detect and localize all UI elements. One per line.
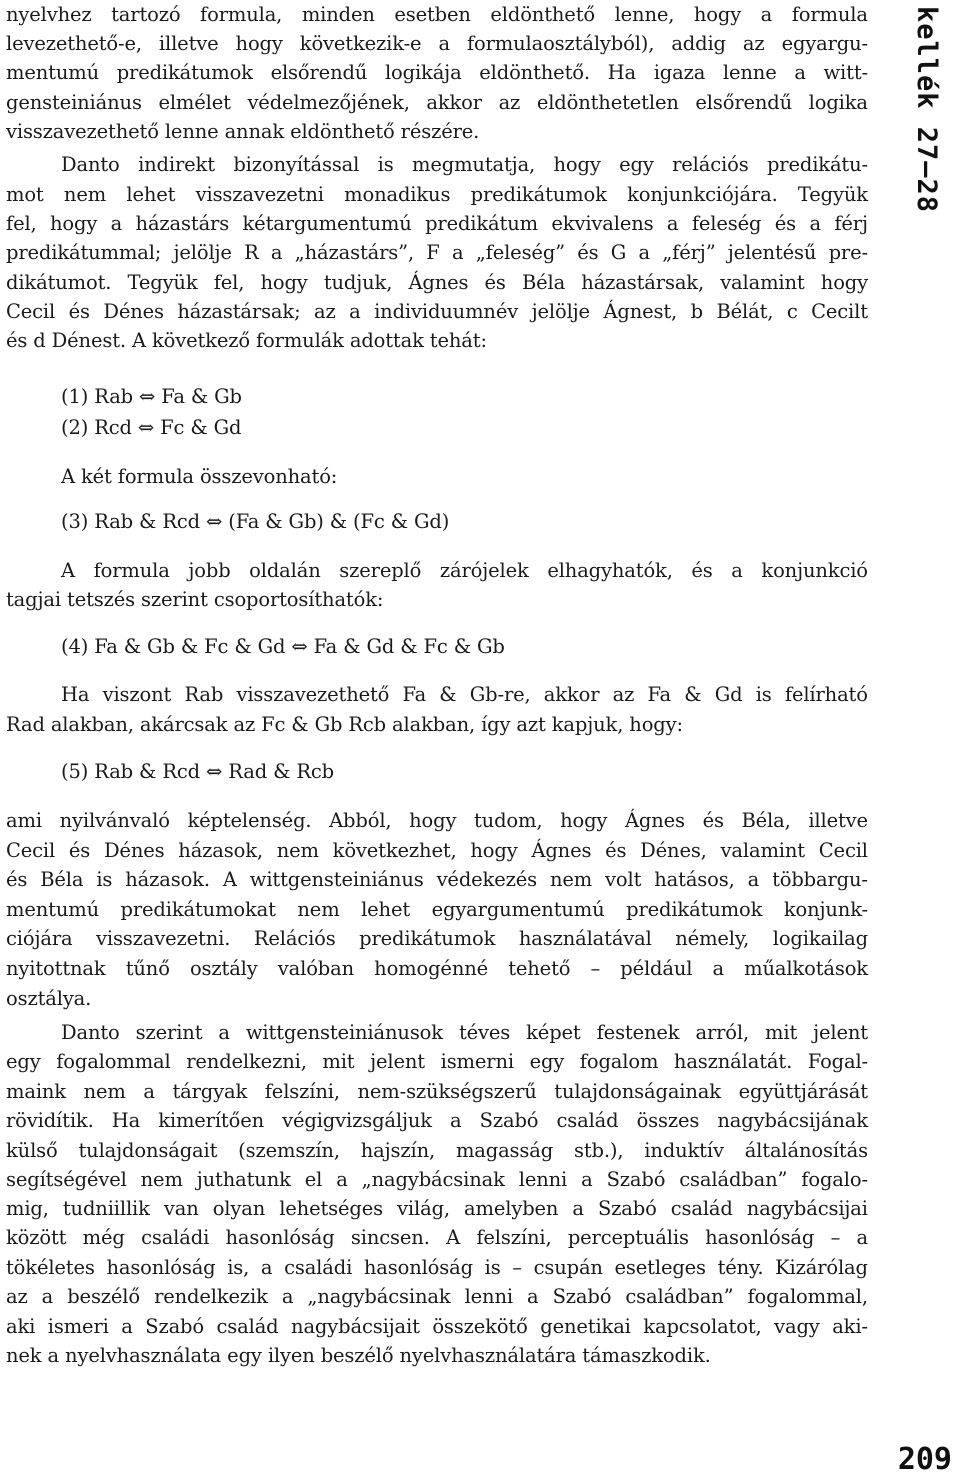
formula-4: (4) Fa & Gb & Fc & Gd ⇔ Fa & Gd & Fc & Gb <box>61 635 505 658</box>
text-line: egy fogalommal rendelkezni, mit jelent ismerni egy fogalom használatát. Fogal- <box>6 1050 868 1073</box>
text-line: és Béla is házasok. A wittgensteiniánus védekezés nem volt hatásos, a többargu- <box>6 868 868 891</box>
text-line: ami nyilvánvaló képtelenség. Abból, hogy tudom, hogy Ágnes és Béla, illetve <box>6 809 868 832</box>
page-number: 209 <box>897 1442 952 1477</box>
text-line: dikátumot. Tegyük fel, hogy tudjuk, Ágnes és Béla házastársak, valamint hogy <box>6 271 868 294</box>
text-line: rövidítik. Ha kimerítően végigvizsgáljuk a Szabó család összes nagybácsijának <box>6 1109 868 1132</box>
text-line: tagjai tetszés szerint csoportosíthatók: <box>6 588 384 611</box>
text-line: Cecil és Dénes házasok, nem következhet, hogy Ágnes és Dénes, valamint Cecil <box>6 839 868 862</box>
text-line: maink nem a tárgyak felszíni, nem-szükségszerű tulajdonságainak együttjárását <box>6 1080 868 1103</box>
text-line: segítségével nem juthatunk el a „nagybácsinak lenni a Szabó családban” fogalo- <box>6 1168 868 1191</box>
text-line: aki ismeri a Szabó család nagybácsijait összekötő genetikai kapcsolatot, vagy aki- <box>6 1315 868 1338</box>
text-line: visszavezethető lenne annak eldönthető részére. <box>6 120 480 143</box>
formula-2: (2) Rcd ⇔ Fc & Gd <box>61 416 242 439</box>
formula-5: (5) Rab & Rcd ⇔ Rad & Rcb <box>61 760 334 783</box>
text-line: osztálya. <box>6 987 92 1010</box>
text-line: levezethető-e, illetve hogy következik-e a formulaosztályból), addig az egyargu- <box>6 32 868 55</box>
text-line: Rad alakban, akárcsak az Fc & Gb Rcb alakban, így azt kapjuk, hogy: <box>6 713 683 736</box>
text-line: A két formula összevonható: <box>61 465 338 488</box>
journal-side-label: kellék 27–28 <box>911 6 942 214</box>
text-line: fel, hogy a házastárs kétargumentumú predikátum ekvivalens a feleség és a férj <box>6 212 868 235</box>
text-line: mig, tudniillik van olyan lehetséges világ, amelyben a Szabó család nagybácsijai <box>6 1197 868 1220</box>
text-line: nyelvhez tartozó formula, minden esetben eldönthető lenne, hogy a formula <box>6 3 868 26</box>
text-line: Ha viszont Rab visszavezethető Fa & Gb-re, akkor az Fa & Gd is felírható <box>61 683 868 706</box>
text-line: az a beszélő rendelkezik a „nagybácsinak lenni a Szabó családban” fogalommal, <box>6 1285 868 1308</box>
text-line: gensteiniánus elmélet védelmezőjének, akkor az eldönthetetlen elsőrendű logika <box>6 91 868 114</box>
text-line: külső tulajdonságait (szemszín, hajszín, magasság stb.), induktív általánosítás <box>6 1139 868 1162</box>
text-line: és d Dénest. A következő formulák adottak tehát: <box>6 329 487 352</box>
text-line: tökéletes hasonlóság is, a családi hasonlóság is – csupán esetleges tény. Kizárólag <box>6 1256 868 1279</box>
text-line: Cecil és Dénes házastársak; az a individuumnév jelölje Ágnest, b Bélát, c Cecilt <box>6 300 868 323</box>
text-line: ciójára visszavezetni. Relációs predikátumok használatával némely, logikailag <box>6 927 868 950</box>
text-line: Danto indirekt bizonyítással is megmutatja, hogy egy relációs predikátu- <box>61 153 868 176</box>
text-line: mot nem lehet visszavezetni monadikus predikátumok konjunkciójára. Tegyük <box>6 183 868 206</box>
text-line: nek a nyelvhasználata egy ilyen beszélő nyelvhasználatára támaszkodik. <box>6 1344 711 1367</box>
text-line: Danto szerint a wittgensteiniánusok téves képet festenek arról, mit jelent <box>61 1021 868 1044</box>
formula-3: (3) Rab & Rcd ⇔ (Fa & Gb) & (Fc & Gd) <box>61 510 450 533</box>
text-line: nyitottnak tűnő osztály valóban homogénné tehető – például a műalkotások <box>6 957 868 980</box>
formula-1: (1) Rab ⇔ Fa & Gb <box>61 385 242 408</box>
text-line: mentumú predikátumokat nem lehet egyargumentumú predikátumok konjunk- <box>6 898 868 921</box>
text-line: A formula jobb oldalán szereplő zárójelek elhagyhatók, és a konjunkció <box>61 559 868 582</box>
text-line: között még családi hasonlóság sincsen. A felszíni, perceptuális hasonlóság – a <box>6 1226 868 1249</box>
text-line: predikátummal; jelölje R a „házastárs”, F a „feleség” és G a „férj” jelentésű pre- <box>6 241 868 264</box>
text-line: mentumú predikátumok elsőrendű logikája eldönthető. Ha igaza lenne a witt- <box>6 61 868 84</box>
